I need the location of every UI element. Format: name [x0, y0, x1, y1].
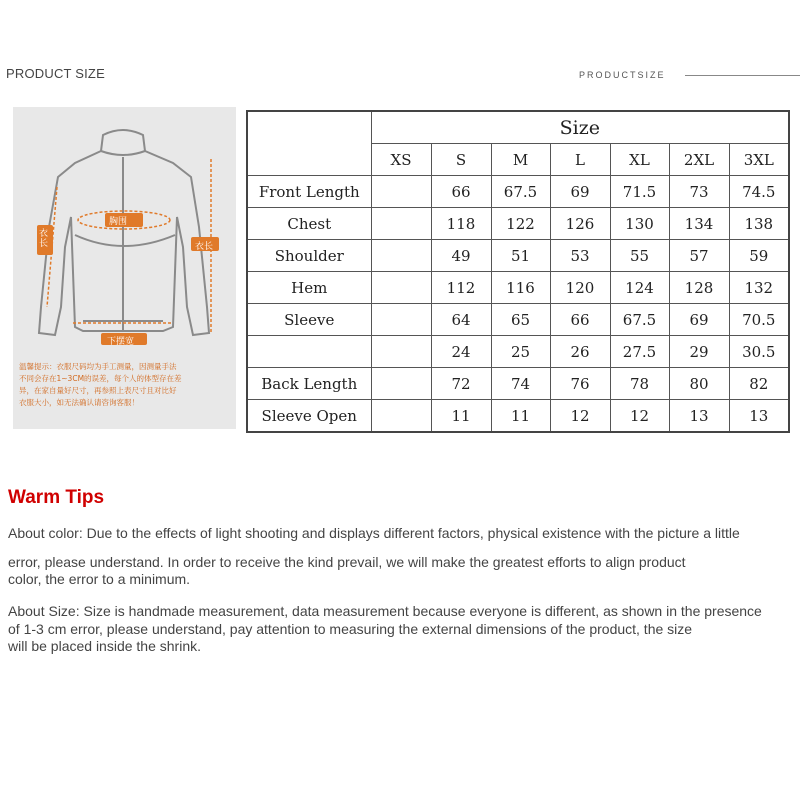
table-cell: 128 — [669, 272, 729, 304]
size-col-header: L — [550, 144, 610, 176]
row-label: Chest — [247, 208, 371, 240]
table-cell: 12 — [550, 400, 610, 433]
table-cell — [371, 400, 431, 433]
table-cell: 70.5 — [729, 304, 789, 336]
table-row — [247, 272, 789, 304]
table-cell: 72 — [431, 368, 491, 400]
table-cell: 59 — [729, 240, 789, 272]
table-cell: 67.5 — [610, 304, 669, 336]
row-label — [247, 336, 371, 368]
table-cell — [371, 176, 431, 208]
table-cell: 27.5 — [610, 336, 669, 368]
table-cell: 53 — [550, 240, 610, 272]
table-cell: 138 — [729, 208, 789, 240]
table-cell: 24 — [431, 336, 491, 368]
diagram-note — [19, 361, 231, 409]
corner-cell — [247, 111, 371, 176]
table-cell: 66 — [550, 304, 610, 336]
note-line: 衣服大小，如无法确认请咨询客服！ — [19, 398, 139, 407]
size-col-header: 3XL — [729, 144, 789, 176]
table-cell — [371, 240, 431, 272]
table-cell: 132 — [729, 272, 789, 304]
hem-label: 下摆宽 — [107, 337, 135, 347]
table-cell: 124 — [610, 272, 669, 304]
header-divider — [685, 75, 800, 76]
size-note-line: will be placed inside the shrink. — [8, 638, 201, 654]
row-label: Hem — [247, 272, 371, 304]
color-note-line: color, the error to a minimum. — [8, 571, 191, 587]
table-cell — [371, 336, 431, 368]
table-cell: 67.5 — [491, 176, 550, 208]
note-line: 不同会存在1~3CM的误差，每个人的体型存在差 — [19, 374, 182, 383]
table-row — [247, 336, 789, 368]
table-cell: 74.5 — [729, 176, 789, 208]
table-cell: 76 — [550, 368, 610, 400]
table-cell: 74 — [491, 368, 550, 400]
note-line: 温馨提示：衣服尺码均为手工测量，因测量手法 — [19, 362, 177, 371]
row-label: Shoulder — [247, 240, 371, 272]
size-col-header: 2XL — [669, 144, 729, 176]
table-cell: 13 — [729, 400, 789, 433]
table-cell: 11 — [491, 400, 550, 433]
table-cell: 116 — [491, 272, 550, 304]
table-cell: 49 — [431, 240, 491, 272]
color-note-line: error, please understand. In order to receive the kind prevail, we will make the greatest efforts to align product — [8, 554, 686, 570]
table-cell: 29 — [669, 336, 729, 368]
table-cell: 12 — [610, 400, 669, 433]
size-note-line: About Size: Size is handmade measurement, data measurement because everyone is different, as shown in the presence — [8, 603, 762, 619]
warm-tips-title: Warm Tips — [8, 487, 105, 508]
table-cell: 82 — [729, 368, 789, 400]
table-row — [247, 208, 789, 240]
table-cell — [371, 368, 431, 400]
table-cell: 64 — [431, 304, 491, 336]
row-label: Sleeve Open — [247, 400, 371, 433]
table-cell: 112 — [431, 272, 491, 304]
table-row — [247, 368, 789, 400]
row-label: Sleeve — [247, 304, 371, 336]
table-cell: 118 — [431, 208, 491, 240]
table-cell: 130 — [610, 208, 669, 240]
table-cell: 134 — [669, 208, 729, 240]
note-line: 异，在家自量好尺寸，再参照上表尺寸且对比好 — [19, 386, 177, 395]
size-col-header: M — [491, 144, 550, 176]
table-cell: 51 — [491, 240, 550, 272]
table-cell: 80 — [669, 368, 729, 400]
size-group-header: Size — [371, 111, 789, 144]
chest-label: 胸围 — [109, 217, 128, 227]
row-label: Front Length — [247, 176, 371, 208]
table-cell: 65 — [491, 304, 550, 336]
product-size-subtitle: PRODUCTSIZE — [579, 70, 666, 80]
table-cell: 78 — [610, 368, 669, 400]
color-note-line: About color: Due to the effects of light shooting and displays different factors, physical existence with the picture a little — [8, 525, 740, 541]
table-cell: 57 — [669, 240, 729, 272]
table-cell: 71.5 — [610, 176, 669, 208]
table-cell — [371, 208, 431, 240]
table-cell: 25 — [491, 336, 550, 368]
table-cell: 55 — [610, 240, 669, 272]
sleeve-label: 衣长 — [39, 229, 49, 249]
table-row — [247, 304, 789, 336]
size-note-line: of 1-3 cm error, please understand, pay attention to measuring the external dimensions of the product, the size — [8, 621, 693, 637]
size-col-header: XS — [371, 144, 431, 176]
table-cell: 122 — [491, 208, 550, 240]
row-label: Back Length — [247, 368, 371, 400]
table-cell: 120 — [550, 272, 610, 304]
table-header-row — [247, 111, 789, 144]
table-cell: 66 — [431, 176, 491, 208]
table-cell: 11 — [431, 400, 491, 433]
table-cell — [371, 272, 431, 304]
table-cell: 126 — [550, 208, 610, 240]
table-cell: 26 — [550, 336, 610, 368]
jacket-diagram — [13, 107, 236, 429]
table-cell: 13 — [669, 400, 729, 433]
product-size-title: PRODUCT SIZE — [6, 66, 105, 81]
size-col-header: S — [431, 144, 491, 176]
table-cell: 30.5 — [729, 336, 789, 368]
table-row — [247, 240, 789, 272]
table-cell: 69 — [669, 304, 729, 336]
length-label: 衣长 — [195, 242, 214, 252]
table-cell — [371, 304, 431, 336]
size-table — [246, 110, 790, 433]
table-row — [247, 400, 789, 433]
size-col-header: XL — [610, 144, 669, 176]
table-cell: 73 — [669, 176, 729, 208]
table-cell: 69 — [550, 176, 610, 208]
table-row — [247, 176, 789, 208]
